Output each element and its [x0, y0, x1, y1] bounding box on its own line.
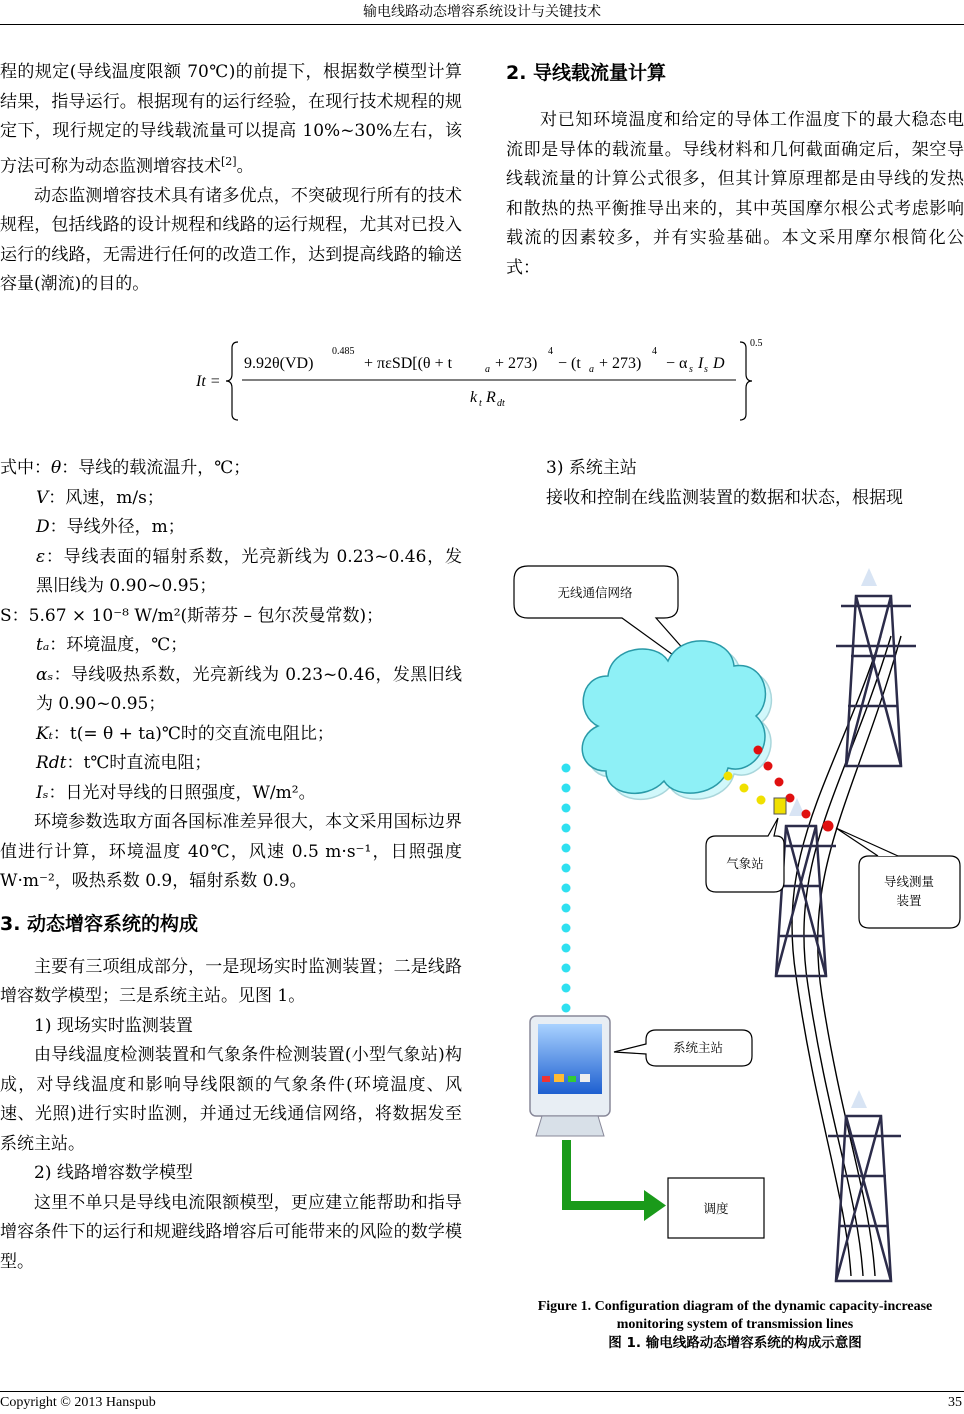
- subheading: 2) 线路增容数学模型: [34, 1163, 193, 1183]
- tower-highlight: [789, 568, 877, 1108]
- svg-text:气象站: 气象站: [726, 856, 764, 871]
- formula-exp: 4: [652, 346, 657, 357]
- left-column-top: [0, 58, 462, 300]
- subheading: 3) 系统主站: [546, 458, 637, 478]
- formula-term: − α: [666, 355, 688, 372]
- definition-line: Rdt：t℃时直流电阻；: [36, 753, 212, 773]
- definition-line: V：风速，m/s；: [36, 487, 164, 508]
- right-column-mid: [546, 454, 964, 513]
- morgan-formula: [196, 336, 776, 426]
- formula-term: + πεSD[(θ + t: [364, 355, 453, 372]
- callout-weather-station: [706, 818, 784, 892]
- cloud-icon: [582, 641, 771, 799]
- copyright: Copyright © 2013 Hanspub: [0, 1395, 156, 1410]
- paragraph: 对已知环境温度和给定的导体工作温度下的最大稳态电流即是导体的载流量。导线材料和几何截面确定后，架空导线载流量的计算公式很多，但其计算原理都是由导线的发热和散热的热平衡推导出来的，其中英国摩尔根公式考虑影响载流的因素较多，并有实验基础。本文采用摩尔根简化公式：: [506, 110, 964, 278]
- formula-denom: R: [486, 389, 496, 406]
- right-column-top: [506, 58, 964, 283]
- svg-text:无线通信网络: 无线通信网络: [557, 585, 633, 600]
- definition-line: tₐ：环境温度，℃；: [36, 635, 188, 655]
- formula-sub: a: [485, 364, 490, 375]
- paragraph: 程的规定(导线温度限额 70℃)的前提下，根据数学模型计算结果，指导运行。根据现有的运行经验，在现行技术规程的规定下，现行规定的导线载流量可以提高 10%~30%左右，该方法可称为动态监测增容技术[2]。: [0, 62, 462, 177]
- definition-line: S：5.67 × 10⁻⁸ W/m²(斯蒂芬 – 包尔茨曼常数)；: [0, 605, 384, 626]
- formula-lhs: It =: [196, 373, 221, 390]
- section-heading: 2. 导线载流量计算: [506, 62, 667, 84]
- dispatch-box: [668, 1178, 764, 1238]
- definition-line: D：导线外径，m；: [36, 517, 185, 537]
- definition-line: Kₜ：t(= θ + ta)℃时的交直流电阻比；: [36, 723, 334, 744]
- computer-icon: [530, 1016, 610, 1136]
- link-dots-yellow: [724, 772, 766, 805]
- svg-text:导线测量: 导线测量: [883, 874, 935, 889]
- definition-line: 式中：θ：导线的载流温升，℃；: [0, 458, 251, 478]
- definition-line: Iₛ：日光对导线的日照强度，W/m²。: [36, 782, 316, 803]
- figure-caption: [506, 1298, 964, 1352]
- paragraph: 主要有三项组成部分，一是现场实时监测装置；二是线路增容数学模型；三是系统主站。见图 1。: [0, 956, 462, 1006]
- formula-coef: 9.92θ(VD): [244, 355, 314, 372]
- callout-conductor-sensor: [836, 828, 960, 928]
- caption-cn: 图 1. 输电线路动态增容系统的构成示意图: [608, 1335, 862, 1351]
- weather-station-icon: [774, 798, 786, 814]
- running-header: 输电线路动态增容系统设计与关键技术: [0, 0, 964, 25]
- formula-term: D: [713, 355, 725, 372]
- system-diagram: [506, 556, 964, 1286]
- formula-term: I: [698, 355, 704, 372]
- formula-sub: dt: [497, 398, 505, 409]
- page-footer: [0, 1391, 964, 1414]
- definition-line: ε：导线表面的辐射系数，光亮新线为 0.23~0.46，发黑旧线为 0.90~0.95；: [36, 546, 462, 596]
- right-brace: [740, 342, 752, 420]
- formula-exp: 4: [548, 346, 553, 357]
- formula-exp: 0.485: [332, 346, 355, 357]
- formula-term: − (t: [558, 355, 581, 372]
- formula-sub: s: [704, 364, 708, 375]
- formula-sub: s: [689, 364, 693, 375]
- definition-line: αₛ：导线吸热系数，光亮新线为 0.23~0.46，发黑旧线为 0.90~0.95；: [36, 664, 462, 714]
- formula-sub: t: [479, 398, 482, 409]
- formula-denom: k: [470, 389, 478, 406]
- arrow-to-dispatch: [562, 1140, 666, 1221]
- subheading: 1) 现场实时监测装置: [34, 1015, 193, 1036]
- caption-en: Figure 1. Configuration diagram of the dynamic capacity-increase monitoring system of transmission lines: [537, 1299, 933, 1332]
- left-brace: [226, 342, 238, 420]
- paragraph: 环境参数选取方面各国标准差异很大，本文采用国标边界值进行计算，环境温度 40℃，风速 0.5 m·s⁻¹，日照强度 W·m⁻²，吸热系数 0.9，辐射系数 0.9。: [0, 812, 462, 891]
- callout-master-station: [614, 1030, 752, 1066]
- svg-text:装置: 装置: [896, 893, 922, 908]
- section-heading: 3. 动态增容系统的构成: [0, 912, 199, 935]
- formula-term: + 273): [495, 355, 538, 372]
- paragraph: 动态监测增容技术具有诸多优点，不突破现行所有的技术规程，包括线路的设计规程和线路的运行规程，尤其对已投入运行的线路，无需进行任何的改造工作，达到提高线路的输送容量(潮流)的目的。: [0, 185, 462, 295]
- link-dots-cyan: [562, 764, 571, 1013]
- formula-exp: 0.5: [750, 338, 763, 349]
- svg-text:调度: 调度: [703, 1201, 729, 1216]
- paragraph: 由导线温度检测装置和气象条件检测装置(小型气象站)构成，对导线温度和影响导线限额的气象条件(环境温度、风速、光照)进行实时监测，并通过无线通信网络，将数据发至系统主站。: [0, 1045, 462, 1154]
- formula-sub: a: [589, 364, 594, 375]
- paragraph: 接收和控制在线监测装置的数据和状态，根据现: [546, 487, 903, 508]
- paragraph: 这里不单只是导线电流限额模型，更应建立能帮助和指导增容条件下的运行和规避线路增容后可能带来的风险的数学模型。: [0, 1192, 462, 1272]
- left-column-bottom: [0, 454, 462, 1277]
- formula-term: + 273): [599, 355, 642, 372]
- page-number: 35: [948, 1395, 962, 1410]
- svg-text:系统主站: 系统主站: [672, 1040, 724, 1055]
